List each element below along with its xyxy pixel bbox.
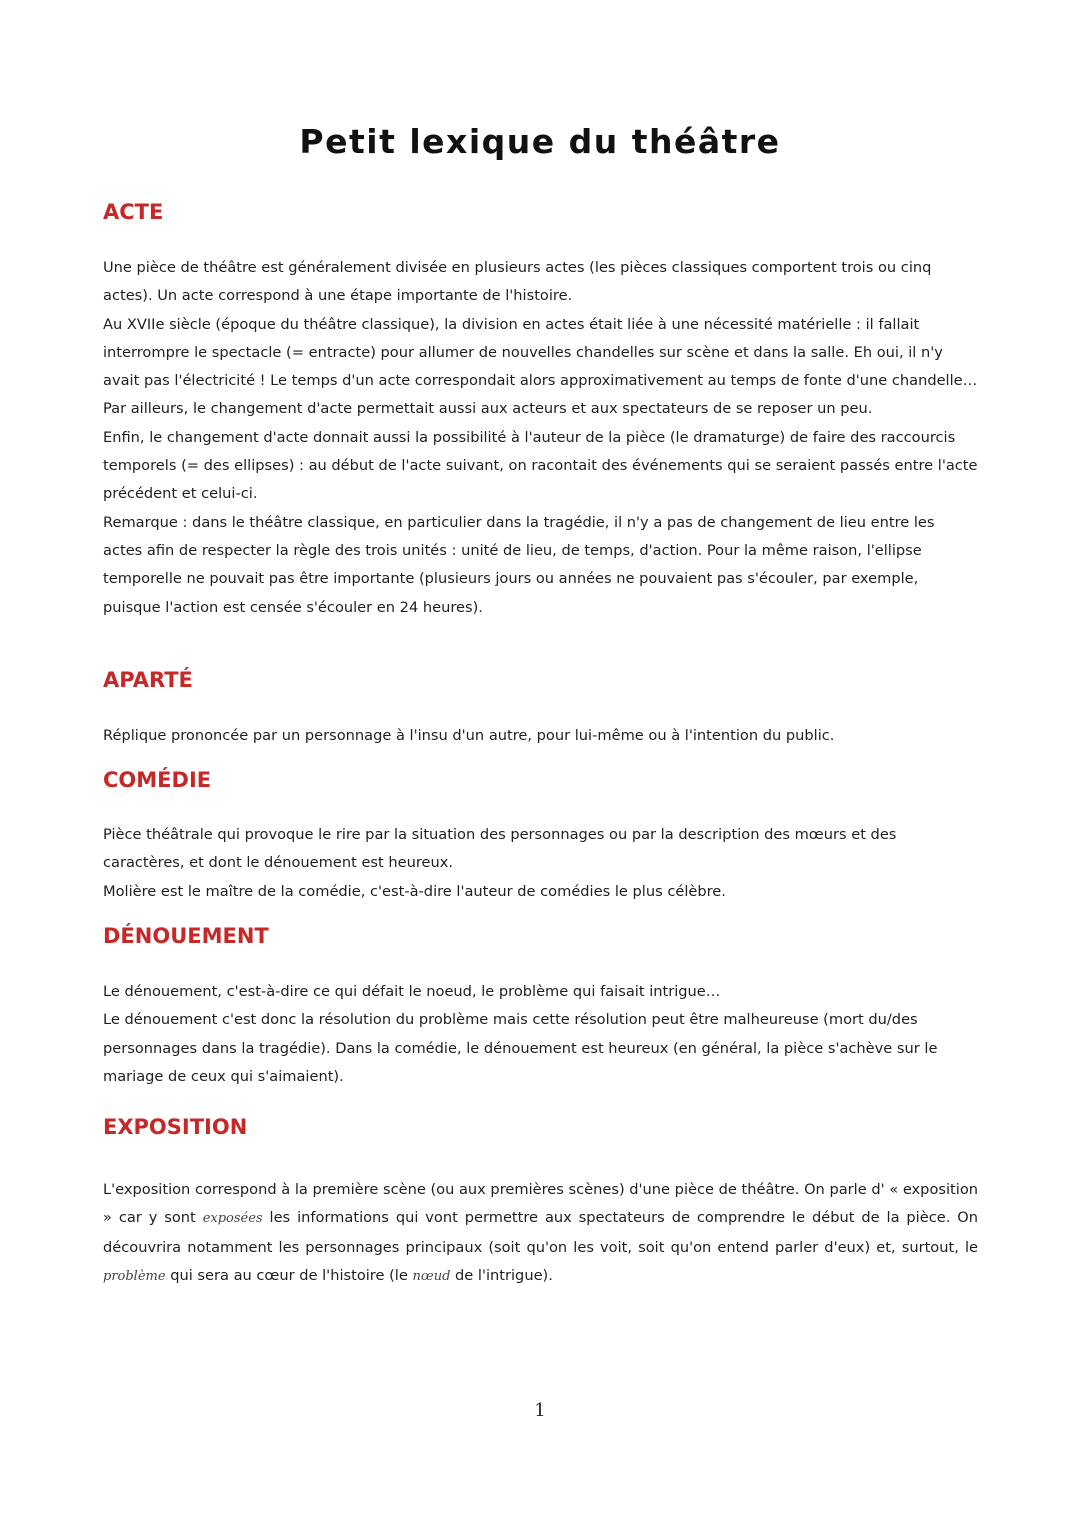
definition-paragraph: Pièce théâtrale qui provoque le rire par la situation des personnages ou par la description des mœurs et des caractères, et dont le dénouement est heureux.	[103, 826, 897, 872]
definition-paragraph: Au XVIIe siècle (époque du théâtre classique), la division en actes était liée à une nécessité matérielle : il fallait interrompre le spectacle (= entracte) pour allumer de nouvelles chandelles sur scène et dans la salle. Eh oui, il n'y avait pas l'électricité ! Le temps d'un acte correspondait alors approximativement au temps de fonte d'une chandelle…	[103, 315, 978, 390]
text-run: qui sera au cœur de l'histoire (le	[165, 1266, 413, 1284]
definition-aparte	[103, 722, 978, 750]
term-heading-denouement: DÉNOUEMENT	[103, 924, 269, 948]
definition-paragraph: Le dénouement c'est donc la résolution du problème mais cette résolution peut être malheureuse (mort du/des personnages dans la tragédie). Dans la comédie, le dénouement est heureux (en général, la pièce s'achève sur le mariage de ceux qui s'aimaient).	[103, 1011, 938, 1085]
text-run: de l'intrigue).	[450, 1266, 553, 1284]
definition-paragraph	[103, 1176, 978, 1291]
page-number: 1	[534, 1400, 546, 1421]
emphasis-text: problème	[103, 1268, 166, 1284]
text-run: L'exposition correspond à la première scène (ou aux premières scènes) d'une pièce de théâtre. On parle d' « exposition » car y sont	[103, 1181, 978, 1227]
definition-paragraph: Par ailleurs, le changement d'acte permettait aussi aux acteurs et aux spectateurs de se reposer un peu.	[103, 400, 873, 418]
page-title: Petit lexique du théâtre	[299, 122, 781, 161]
definition-paragraph: Une pièce de théâtre est généralement divisée en plusieurs actes (les pièces classiques comportent trois ou cinq actes). Un acte correspond à une étape importante de l'histoire.	[103, 259, 932, 305]
definition-comedie	[103, 821, 978, 906]
term-heading-exposition: EXPOSITION	[103, 1115, 248, 1139]
definition-paragraph: Réplique prononcée par un personnage à l'insu d'un autre, pour lui-même ou à l'intention du public.	[103, 727, 835, 744]
definition-paragraph: Molière est le maître de la comédie, c'est-à-dire l'auteur de comédies le plus célèbre.	[103, 882, 726, 900]
term-heading-comedie: COMÉDIE	[103, 768, 212, 792]
emphasis-text: nœud	[412, 1268, 451, 1284]
text-run: les informations qui vont permettre aux spectateurs de comprendre le début de la pièce. On découvrira notamment les personnages principaux (soit qu'on les voit, soit qu'on entend parler d'eux) et, surtout, le	[103, 1209, 979, 1256]
definition-acte	[103, 254, 978, 622]
term-heading-acte: ACTE	[103, 200, 164, 224]
definition-exposition	[103, 1176, 978, 1291]
term-heading-aparte: APARTÉ	[103, 668, 193, 692]
emphasis-text: exposées	[202, 1211, 263, 1227]
definition-paragraph: Remarque : dans le théâtre classique, en particulier dans la tragédie, il n'y a pas de changement de lieu entre les actes afin de respecter la règle des trois unités : unité de lieu, de temps, d'action. Pour la même raison, l'ellipse temporelle ne pouvait pas être importante (plusieurs jours ou années ne pouvaient pas s'écouler, par exemple, puisque l'action est censée s'écouler en 24 heures).	[103, 513, 935, 616]
definition-paragraph: Le dénouement, c'est-à-dire ce qui défait le noeud, le problème qui faisait intrigue…	[103, 983, 721, 1000]
definition-paragraph: Enfin, le changement d'acte donnait aussi la possibilité à l'auteur de la pièce (le dramaturge) de faire des raccourcis temporels (= des ellipses) : au début de l'acte suivant, on racontait des événements qui se seraient passés entre l'acte précédent et celui-ci.	[103, 428, 978, 503]
definition-denouement	[103, 978, 978, 1091]
